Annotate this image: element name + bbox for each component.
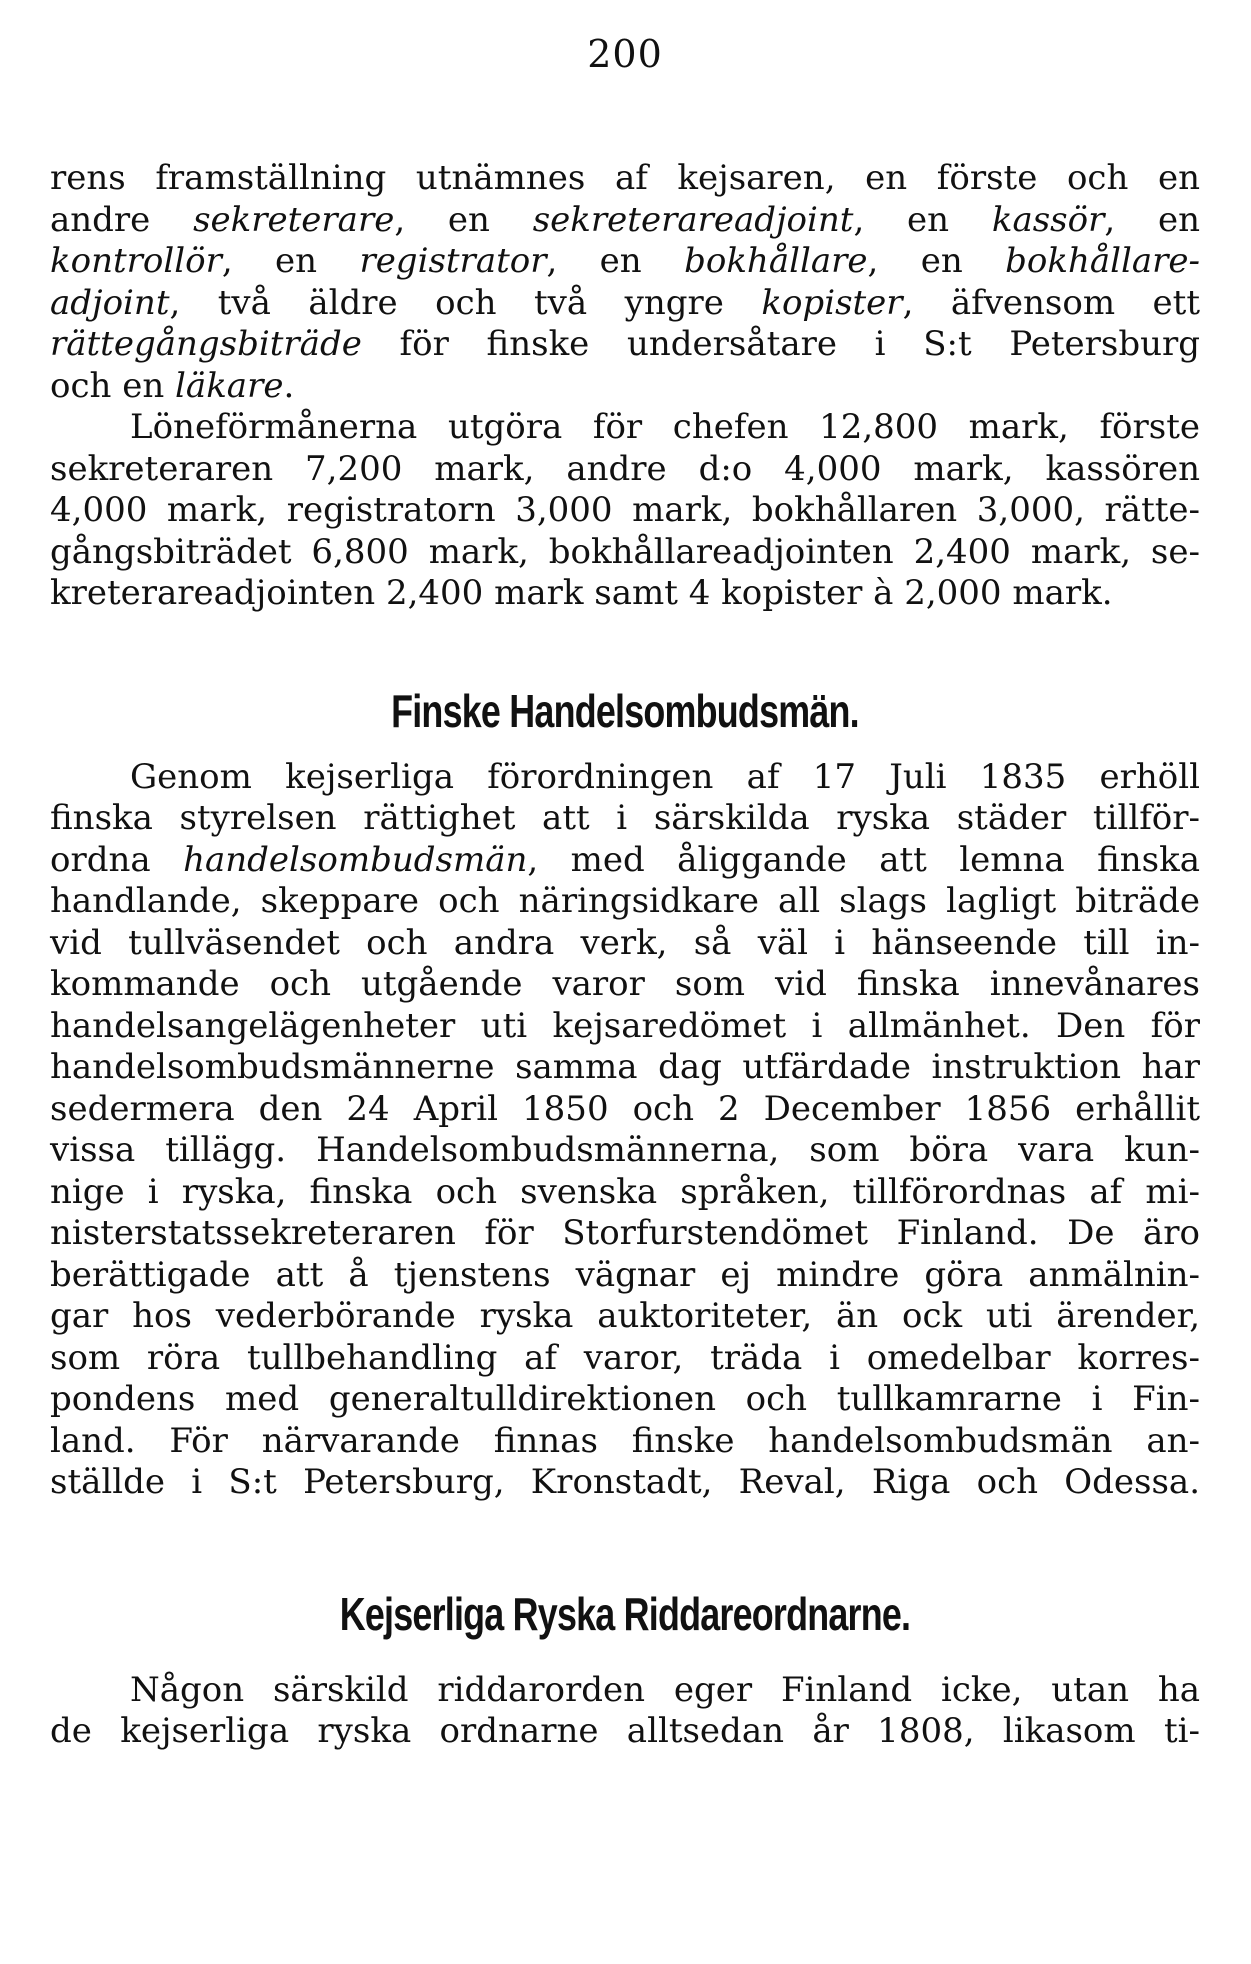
text-line: Löneförmånerna utgöra för chefen 12,800 mark, förste bbox=[130, 407, 1200, 447]
italic-term: bokhållare- bbox=[1005, 241, 1200, 281]
paragraph-trade-agents bbox=[50, 757, 1200, 1504]
text-line: handelsangelägenheter uti kejsaredömet i allmänhet. Den för bbox=[50, 1005, 1200, 1046]
text-line: pondens med generaltulldirektionen och tullkamrarne i Fin- bbox=[50, 1379, 1200, 1419]
text-line: handelsombudsmännerne samma dag utfärdade instruktion har bbox=[50, 1047, 1200, 1087]
section-heading-kejserliga-ryska-riddareordnarne: Kejserliga Ryska Riddareordnarne. bbox=[339, 1587, 911, 1640]
text-line: sedermera den 24 April 1850 och 2 December 1856 erhållit bbox=[50, 1088, 1200, 1129]
italic-term: adjoint bbox=[50, 282, 170, 323]
italic-term: bokhållare bbox=[684, 241, 868, 281]
text-line: Någon särskild riddarorden eger Finland icke, utan ha bbox=[130, 1669, 1200, 1710]
text-line: gar hos vederbörande ryska auktoriteter, än ock uti ärender, bbox=[50, 1296, 1200, 1336]
text-line: kreterareadjointen 2,400 mark samt 4 kopister à 2,000 mark. bbox=[50, 573, 1113, 613]
text-line: kommande och utgående varor som vid finska innevånares bbox=[50, 964, 1200, 1004]
italic-term: kassör bbox=[991, 199, 1105, 240]
text-line: berättigade att å tjenstens vägnar ej mindre göra anmälnin- bbox=[50, 1254, 1200, 1295]
text-line: finska styrelsen rättighet att i särskilda ryska städer tillför- bbox=[50, 798, 1200, 838]
text-line: de kejserliga ryska ordnarne alltsedan år 1808, likasom ti- bbox=[50, 1711, 1200, 1751]
italic-term: kontrollör bbox=[50, 241, 222, 281]
text-line: rättegångsbiträde för finske undersåtare i S:t Petersburg bbox=[50, 324, 1200, 364]
text-line: handlande, skeppare och näringsidkare all slags lagligt biträde bbox=[50, 881, 1200, 921]
text-line: adjoint, två äldre och två yngre kopister, äfvensom ett bbox=[50, 282, 1201, 323]
italic-term: handelsombudsmän bbox=[183, 839, 528, 880]
text-line: nige i ryska, finska och svenska språken, tillförordnas af mi- bbox=[50, 1171, 1200, 1212]
text-line: 4,000 mark, registratorn 3,000 mark, bokhållaren 3,000, rätte- bbox=[50, 490, 1200, 530]
italic-term: sekreterare bbox=[193, 199, 395, 240]
text-line: land. För närvarande finnas finske handelsombudsmän an- bbox=[50, 1420, 1200, 1461]
text-line: Genom kejserliga förordningen af 17 Juli 1835 erhöll bbox=[130, 756, 1200, 797]
text-line: ställde i S:t Petersburg, Kronstadt, Reval, Riga och Odessa. bbox=[50, 1462, 1200, 1502]
text-line: kontrollör, en registrator, en bokhållare, en bokhållare- bbox=[50, 241, 1200, 281]
italic-term: läkare bbox=[175, 365, 284, 406]
text-line: vissa tillägg. Handelsombudsmännerna, som böra vara kun- bbox=[50, 1130, 1200, 1170]
text-line: rens framställning utnämnes af kejsaren, en förste och en bbox=[50, 158, 1200, 198]
paragraph-appointments bbox=[50, 158, 1200, 407]
italic-term: sekreterareadjoint bbox=[532, 199, 854, 240]
section-heading-finske-handelsombudsman: Finske Handelsombudsmän. bbox=[391, 684, 859, 737]
page-number: 200 bbox=[587, 32, 663, 76]
text-line: och en läkare. bbox=[50, 365, 295, 406]
text-line: sekreteraren 7,200 mark, andre d:o 4,000 mark, kassören bbox=[50, 448, 1200, 489]
document-page bbox=[50, 30, 1200, 1753]
paragraph-salaries bbox=[50, 407, 1200, 615]
text-line: som röra tullbehandling af varor, träda i omedelbar korres- bbox=[50, 1337, 1200, 1378]
text-line: gångsbiträdet 6,800 mark, bokhållareadjointen 2,400 mark, se- bbox=[50, 531, 1200, 572]
paragraph-orders bbox=[50, 1670, 1200, 1753]
text-line: andre sekreterare, en sekreterareadjoint, en kassör, en bbox=[50, 199, 1200, 240]
text-line: nisterstatssekreteraren för Storfurstendömet Finland. De äro bbox=[50, 1213, 1200, 1253]
text-line: vid tullväsendet och andra verk, så väl i hänseende till in- bbox=[50, 922, 1200, 963]
italic-term: rättegångsbiträde bbox=[50, 324, 362, 364]
italic-term: kopister bbox=[761, 282, 903, 323]
text-line: ordna handelsombudsmän, med åliggande att lemna finska bbox=[50, 839, 1200, 880]
italic-term: registrator bbox=[359, 241, 547, 281]
